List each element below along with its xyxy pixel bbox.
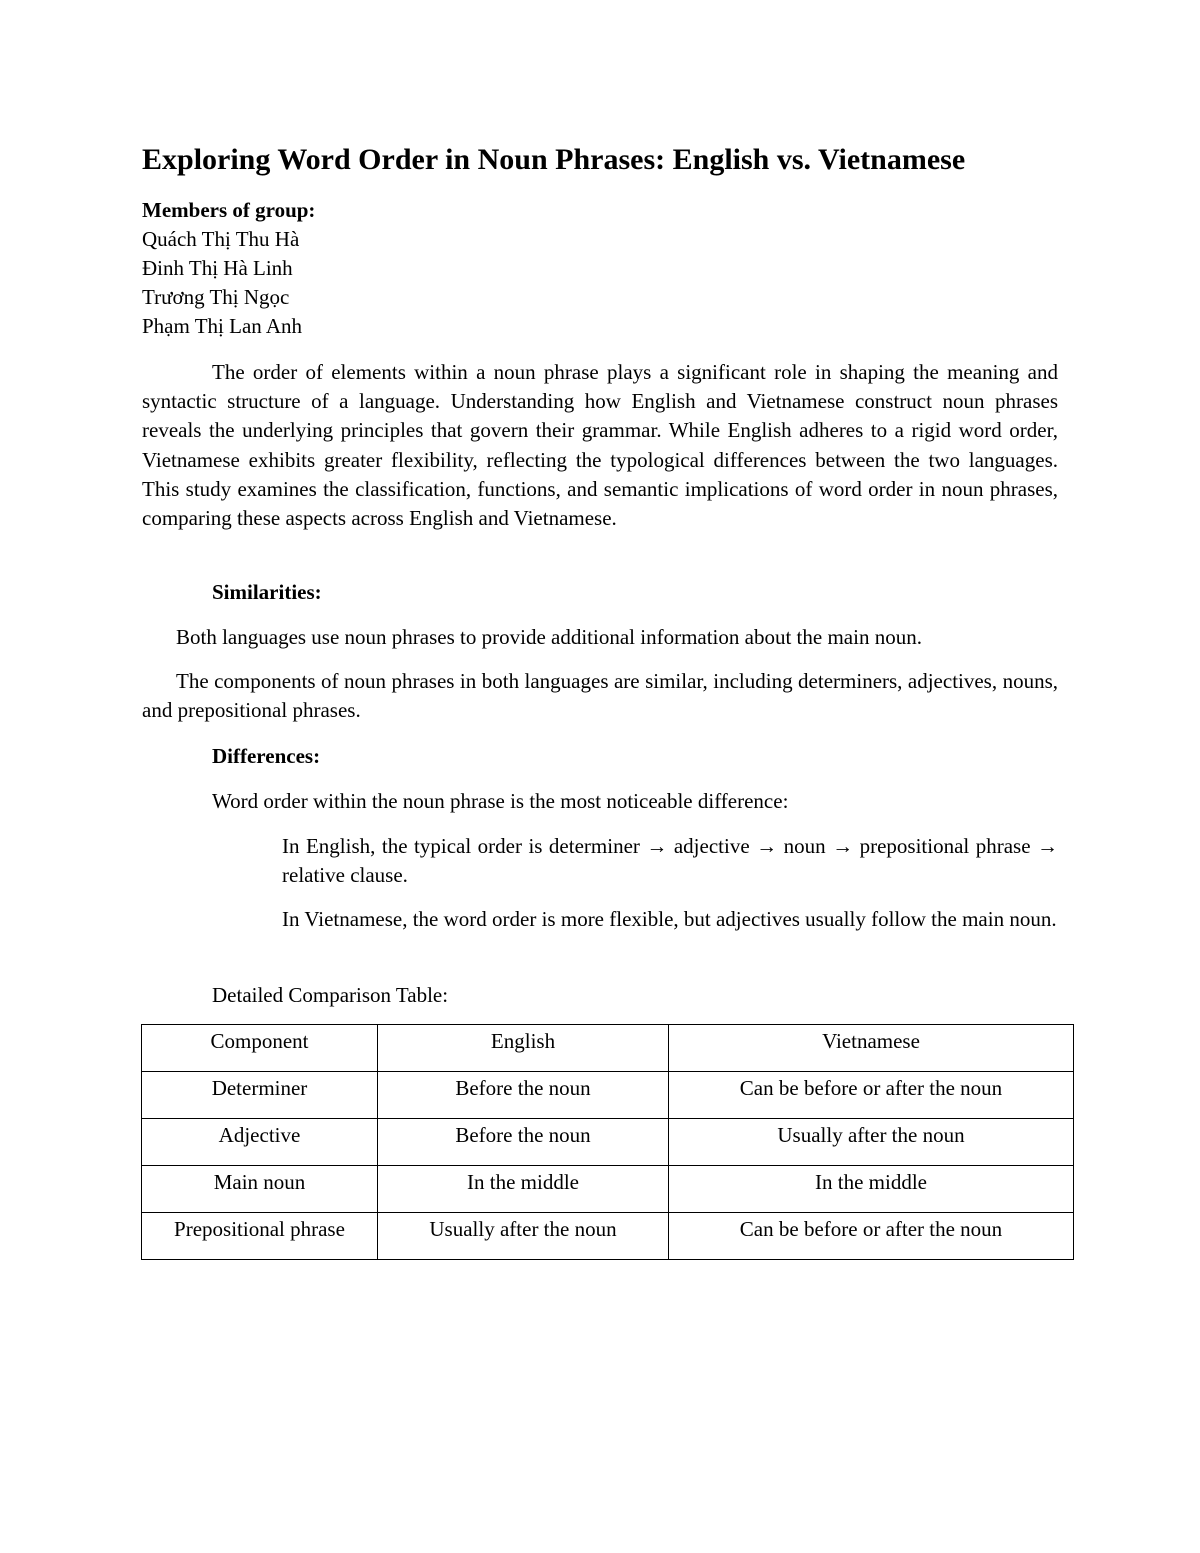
table-cell: Determiner — [142, 1072, 378, 1119]
table-row — [142, 1213, 1074, 1260]
intro-paragraph: The order of elements within a noun phrase plays a significant role in shaping the meaning and syntactic structure of a language. Understanding how English and Vietnamese construct noun phrases reveals the underlying principles that govern their grammar. While English adheres to a rigid word order, Vietnamese exhibits greater flexibility, reflecting the typological differences between the two languages. This study examines the classification, functions, and semantic implications of word order in noun phrases, comparing these aspects across English and Vietnamese. — [142, 360, 1058, 531]
table-cell: Before the noun — [378, 1119, 669, 1166]
table-row — [142, 1119, 1074, 1166]
similarities-heading: Similarities: — [212, 580, 322, 604]
member-name: Đinh Thị Hà Linh — [142, 256, 293, 280]
table-cell: Main noun — [142, 1166, 378, 1213]
members-heading: Members of group: — [142, 198, 316, 222]
member-name: Trương Thị Ngọc — [142, 285, 290, 309]
differences-heading: Differences: — [212, 744, 321, 768]
table-cell: In the middle — [669, 1166, 1074, 1213]
comparison-table — [141, 1024, 1074, 1260]
table-cell: Prepositional phrase — [142, 1213, 378, 1260]
table-cell: Can be before or after the noun — [669, 1072, 1074, 1119]
table-row — [142, 1072, 1074, 1119]
table-caption: Detailed Comparison Table: — [212, 983, 449, 1007]
table-cell: Can be before or after the noun — [669, 1213, 1074, 1260]
members-section — [142, 196, 315, 341]
similarity-paragraph: The components of noun phrases in both languages are similar, including determiners, adjectives, nouns, and prepositional phrases. — [142, 669, 1058, 723]
table-row — [142, 1166, 1074, 1213]
similarity-paragraph: Both languages use noun phrases to provide additional information about the main noun. — [176, 625, 922, 649]
member-name: Quách Thị Thu Hà — [142, 227, 300, 251]
table-cell: Usually after the noun — [378, 1213, 669, 1260]
differences-intro: Word order within the noun phrase is the most noticeable difference: — [212, 789, 789, 813]
table-cell: Before the noun — [378, 1072, 669, 1119]
member-name: Phạm Thị Lan Anh — [142, 314, 303, 338]
page-title: Exploring Word Order in Noun Phrases: English vs. Vietnamese — [142, 143, 966, 176]
table-cell: In the middle — [378, 1166, 669, 1213]
table-header-cell: English — [378, 1025, 669, 1072]
table-header-row — [142, 1025, 1074, 1072]
table-header-cell: Component — [142, 1025, 378, 1072]
difference-item: In Vietnamese, the word order is more flexible, but adjectives usually follow the main noun. — [282, 907, 1057, 931]
table-cell: Usually after the noun — [669, 1119, 1074, 1166]
table-cell: Adjective — [142, 1119, 378, 1166]
difference-item: In English, the typical order is determiner → adjective → noun → prepositional phrase → relative clause. — [282, 834, 1058, 888]
table-header-cell: Vietnamese — [669, 1025, 1074, 1072]
